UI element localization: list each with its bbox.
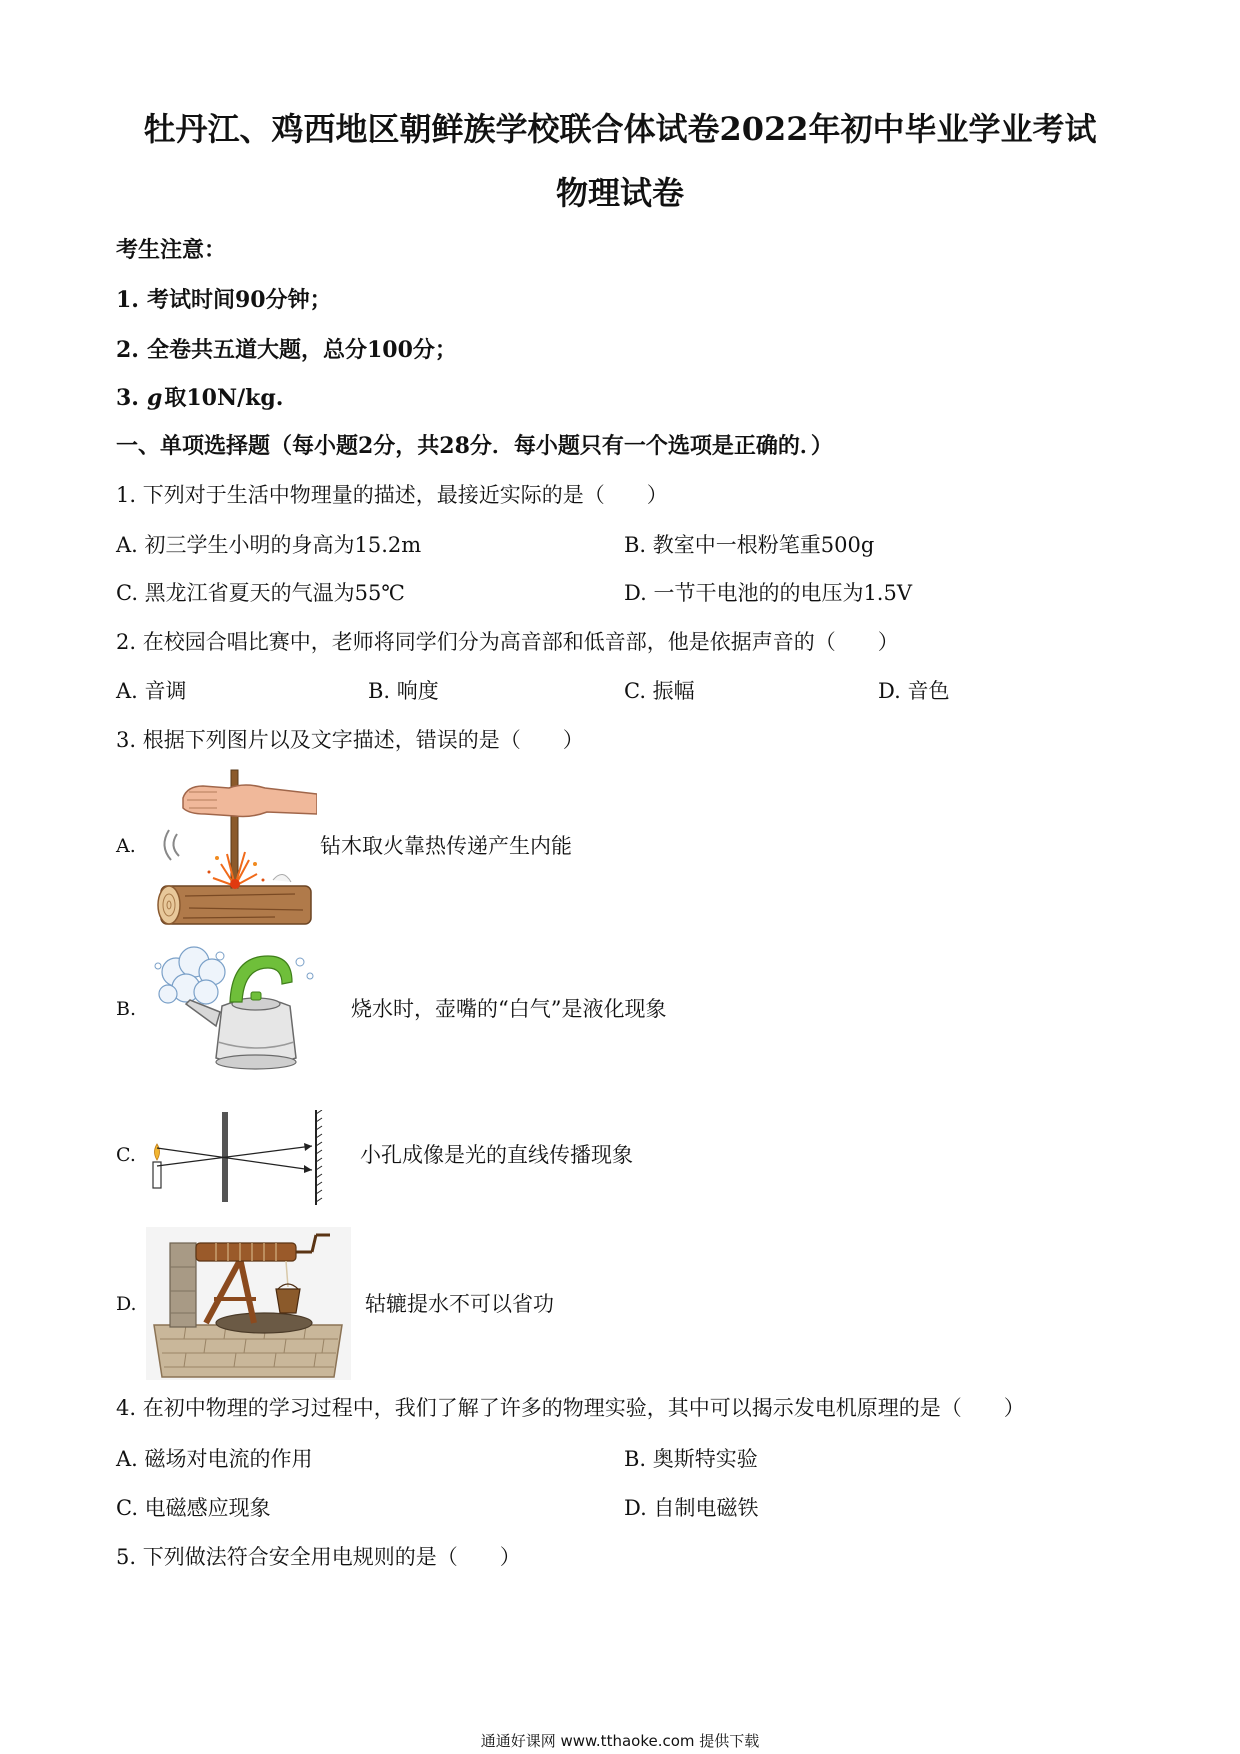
question-2-option-d: D. 音色 [878, 679, 950, 703]
question-3-choice-d-text: 轱辘提水不可以省功 [365, 1292, 554, 1316]
question-2-stem: 2. 在校园合唱比赛中，老师将同学们分为高音部和低音部，他是依据声音的（ ） [116, 630, 899, 654]
question-1-stem: 1. 下列对于生活中物理量的描述，最接近实际的是（ ） [116, 483, 668, 507]
motion-lines [164, 830, 179, 860]
notice-item-number: 3. [116, 385, 139, 411]
boiling-kettle-illustration [150, 942, 337, 1077]
question-3-choice-d-label: D. [116, 1293, 137, 1315]
question-3-choice-c-label: C. [116, 1144, 136, 1166]
question-3-stem: 3. 根据下列图片以及文字描述，错误的是（ ） [116, 728, 584, 752]
question-4-option-b: B. 奥斯特实验 [624, 1447, 758, 1471]
windlass-well-illustration [146, 1227, 351, 1380]
notice-item-text: 取10N/kg. [164, 385, 284, 411]
question-1-option-d: D. 一节干电池的的电压为1.5V [624, 581, 913, 605]
notice-item-number: 1. [116, 287, 139, 313]
question-4-stem: 4. 在初中物理的学习过程中，我们了解了许多的物理实验，其中可以揭示发电机原理的是（ ） [116, 1396, 1025, 1420]
question-4-option-c: C. 电磁感应现象 [116, 1496, 271, 1520]
section-heading: 一、单项选择题（每小题2分，共28分．每小题只有一个选项是正确的．） [116, 433, 833, 459]
question-3-choice-a-label: A. [116, 835, 136, 857]
page-footer: 通通好课网 www.tthaoke.com 提供下载 [480, 1732, 760, 1750]
notice-item-number: 2. [116, 337, 139, 363]
notice-item [116, 384, 283, 412]
gravity-symbol: g [146, 385, 163, 411]
question-4-option-a: A. 磁场对电流的作用 [116, 1447, 313, 1471]
question-1-option-b: B. 教室中一根粉笔重500g [624, 533, 875, 557]
question-2-option-a: A. 音调 [116, 679, 187, 703]
pinhole-camera-diagram [144, 1110, 343, 1205]
hand [183, 785, 317, 817]
question-5-stem: 5. 下列做法符合安全用电规则的是（ ） [116, 1545, 521, 1569]
exam-title-line2: 物理试卷 [555, 174, 684, 212]
question-3-choice-c-text: 小孔成像是光的直线传播现象 [360, 1143, 633, 1167]
question-1-option-c: C. 黑龙江省夏天的气温为55℃ [116, 581, 405, 605]
windlass-drum [196, 1243, 296, 1261]
notice-item-text: 考试时间90分钟； [146, 287, 332, 313]
notice-item [116, 336, 457, 364]
image-screen [316, 1110, 322, 1205]
stone-pillar [170, 1243, 196, 1327]
question-2-option-c: C. 振幅 [624, 679, 695, 703]
exam-title-line1: 牡丹江、鸡西地区朝鲜族学校联合体试卷2022年初中毕业学业考试 [143, 110, 1097, 148]
notice-heading: 考生注意： [116, 237, 227, 263]
question-3-choice-a-text: 钻木取火靠热传递产生内能 [320, 834, 572, 858]
question-4-option-d: D. 自制电磁铁 [624, 1496, 759, 1520]
question-2-option-b: B. 响度 [368, 679, 439, 703]
notice-item-text: 全卷共五道大题，总分100分； [146, 337, 457, 363]
question-3-choice-b-text: 烧水时，壶嘴的“白气”是液化现象 [351, 997, 667, 1021]
light-rays [157, 1143, 312, 1173]
question-3-choice-b-label: B. [116, 998, 137, 1020]
question-1-option-a: A. 初三学生小明的身高为15.2m [116, 533, 422, 557]
hand-drill-fire-illustration [155, 768, 317, 927]
notice-item [116, 286, 332, 314]
